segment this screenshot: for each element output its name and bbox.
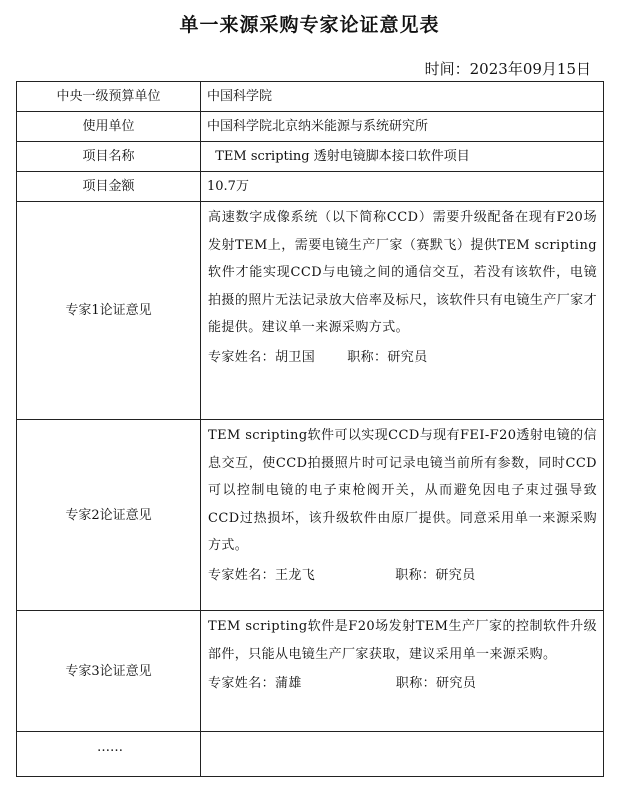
- table-row: [17, 112, 604, 142]
- budget-unit-value: 中国科学院: [201, 82, 604, 112]
- expert-opinion-table: [16, 81, 604, 777]
- expert3-opinion-text: TEM scripting软件是F20场发射TEM生产厂家的控制软件升级部件，只能从电镜生产厂家获取，建议采用单一来源采购。: [208, 619, 597, 662]
- table-row: [17, 172, 604, 202]
- project-name-text: TEM scripting 透射电镜脚本接口软件项目: [207, 149, 470, 164]
- project-amount-label: 项目金额: [17, 172, 201, 202]
- table-row: [17, 82, 604, 112]
- expert1-opinion-cell: [201, 202, 604, 420]
- date-line: 时间：2023年09月15日: [424, 60, 591, 78]
- expert2-title: 职称：研究员: [395, 567, 476, 583]
- expert3-title: 职称：研究员: [395, 676, 477, 691]
- user-unit-value: 中国科学院北京纳米能源与系统研究所: [201, 112, 604, 142]
- expert1-label: 专家1论证意见: [17, 202, 201, 420]
- table-row: [17, 732, 604, 777]
- table-row: [17, 420, 604, 611]
- expert2-opinion-cell: [201, 420, 604, 611]
- expert1-title: 职称：研究员: [347, 349, 428, 365]
- project-name-label: 项目名称: [17, 142, 201, 172]
- project-amount-value: 10.7万: [201, 172, 604, 202]
- table-row: [17, 142, 604, 172]
- expert2-signature: [208, 562, 597, 590]
- expert3-name: 专家姓名：蒲雄: [208, 676, 302, 691]
- table-row: [17, 611, 604, 732]
- expert1-signature: [208, 344, 597, 372]
- expert2-opinion-text: TEM scripting软件可以实现CCD与现有FEI-F20透射电镜的信息交互，使CCD拍摄照片时可记录电镜当前所有参数，同时CCD可以控制电镜的电子束枪阀开关，从而避免因电子束过强导致CCD过热损坏，该升级软件由原厂提供。同意采用单一来源采购方式。: [208, 428, 597, 553]
- expert1-name: 专家姓名：胡卫国: [208, 349, 316, 365]
- project-name-value: [201, 142, 604, 172]
- expert2-name: 专家姓名：王龙飞: [208, 567, 316, 583]
- table-row: [17, 202, 604, 420]
- form-title: 单一来源采购专家论证意见表: [179, 14, 440, 36]
- expert3-opinion-cell: [201, 611, 604, 732]
- ellipsis-cell: ……: [17, 732, 201, 777]
- expert1-opinion-text: 高速数字成像系统（以下简称CCD）需要升级配备在现有F20场发射TEM上，需要电镜生产厂家（赛默飞）提供TEM scripting软件才能实现CCD与电镜之间的通信交互，若没有该软件，电镜拍摄的照片无法记录放大倍率及标尺，该软件只有电镜生产厂家才能提供。建议单一来源采购方式。: [208, 210, 597, 335]
- empty-cell: [201, 732, 604, 777]
- expert2-label: 专家2论证意见: [17, 420, 201, 611]
- expert3-signature: [208, 670, 597, 698]
- expert3-label: 专家3论证意见: [17, 611, 201, 732]
- user-unit-label: 使用单位: [17, 112, 201, 142]
- budget-unit-label: 中央一级预算单位: [17, 82, 201, 112]
